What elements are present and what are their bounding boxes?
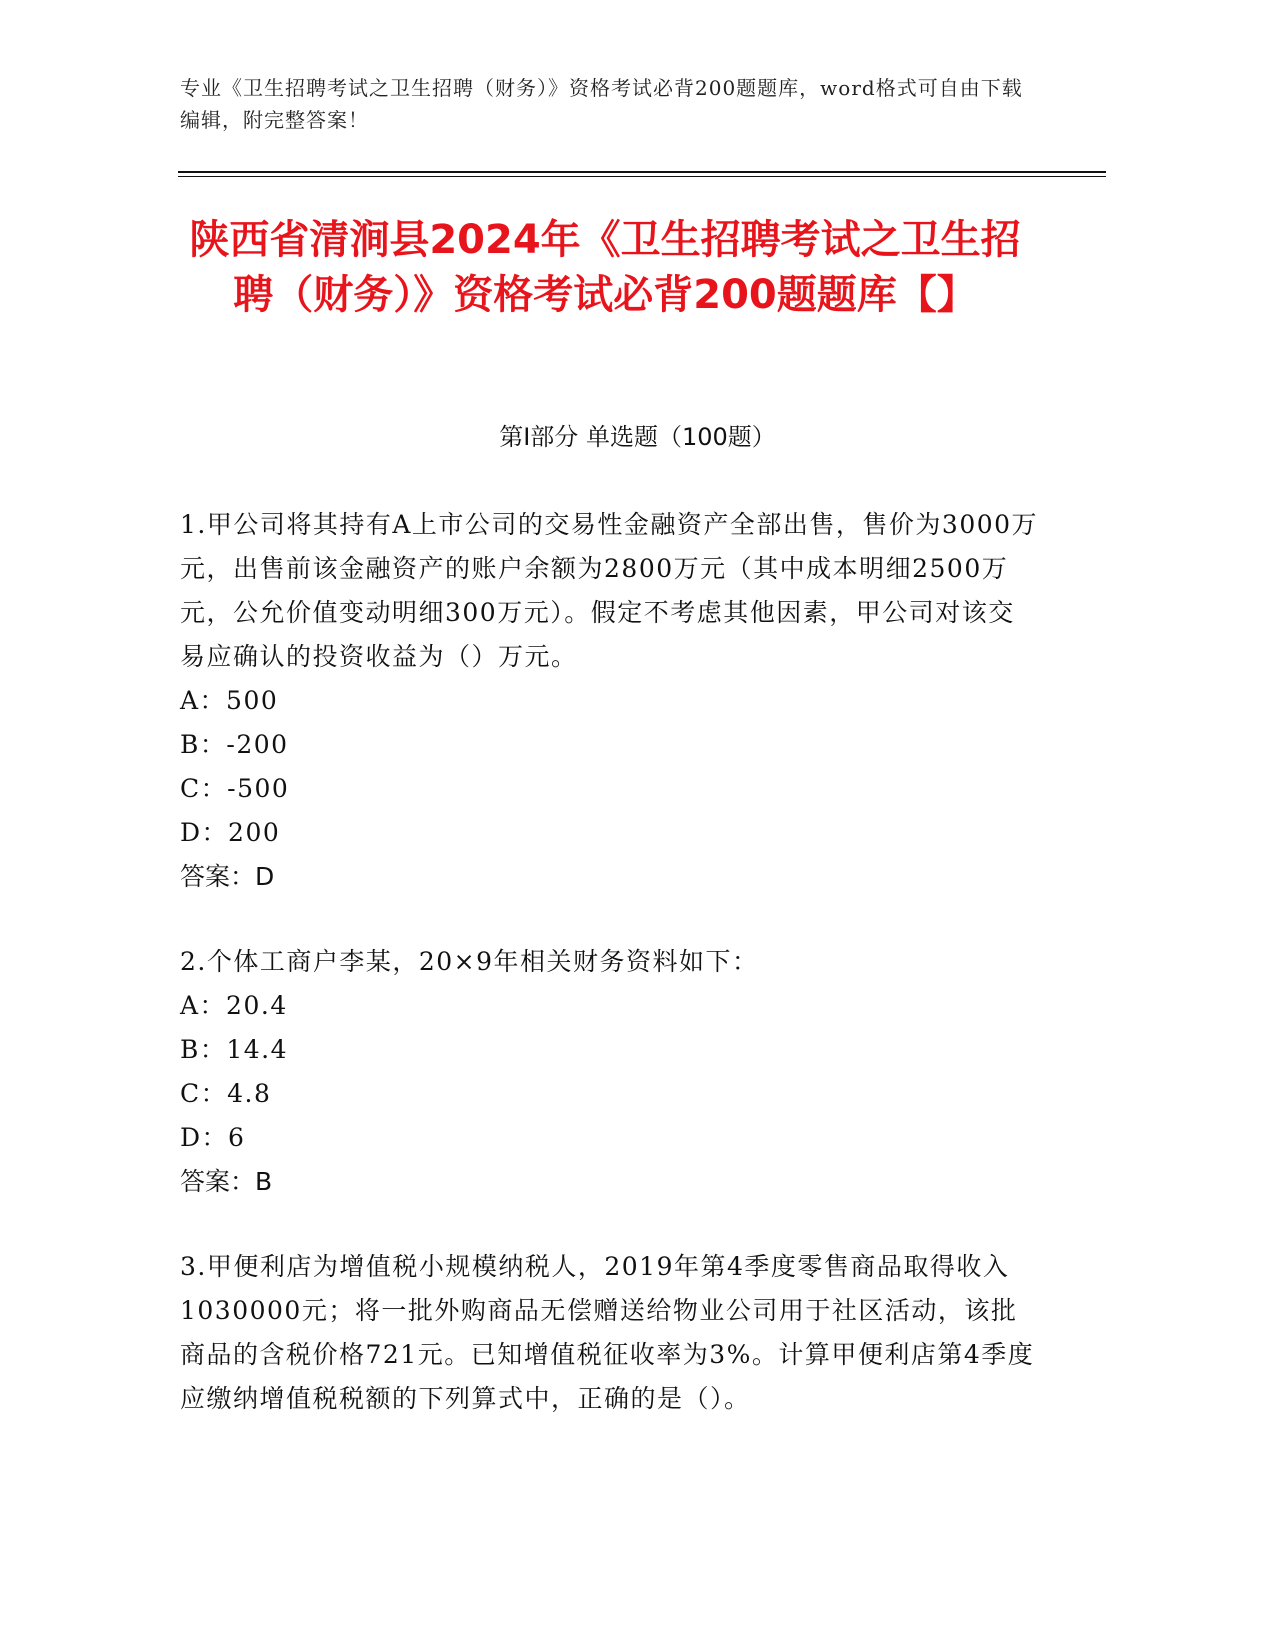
option-c: C：-500 xyxy=(180,774,290,803)
question-2 xyxy=(180,940,1040,1204)
question-3 xyxy=(180,1245,1040,1421)
question-stem: 2.个体工商户李某，20×9年相关财务资料如下： xyxy=(180,947,759,976)
section-title: 第I部分 单选题（100题） xyxy=(499,423,776,451)
option-a: A：500 xyxy=(180,686,279,715)
question-stem: 1.甲公司将其持有A上市公司的交易性金融资产全部出售，售价为3000万元，出售前该金融资产的账户余额为2800万元（其中成本明细2500万元，公允价值变动明细300万元）。假定不考虑其他因素，甲公司对该交易应确认的投资收益为（）万元。 xyxy=(180,510,1039,671)
document-title: 陕西省清涧县2024年《卫生招聘考试之卫生招聘（财务）》资格考试必背200题题库【】 xyxy=(189,217,1021,318)
option-d: D：200 xyxy=(180,818,281,847)
header-note: 专业《卫生招聘考试之卫生招聘（财务）》资格考试必背200题题库，word格式可自由下载编辑，附完整答案！ xyxy=(180,76,1023,132)
question-list xyxy=(180,503,1040,1462)
option-b: B：14.4 xyxy=(180,1035,289,1064)
option-b: B：-200 xyxy=(180,730,289,759)
header-divider-thick xyxy=(178,171,1106,173)
question-stem: 3.甲便利店为增值税小规模纳税人，2019年第4季度零售商品取得收入1030000元；将一批外购商品无偿赠送给物业公司用于社区活动，该批商品的含税价格721元。已知增值税征收率为3%。计算甲便利店第4季度应缴纳增值税税额的下列算式中，正确的是（）。 xyxy=(180,1252,1035,1413)
option-d: D：6 xyxy=(180,1123,246,1152)
option-a: A：20.4 xyxy=(180,991,288,1020)
answer-line: 答案：D xyxy=(180,862,275,891)
option-c: C：4.8 xyxy=(180,1079,272,1108)
header-divider-thin xyxy=(178,176,1106,177)
question-1 xyxy=(180,503,1040,899)
answer-line: 答案：B xyxy=(180,1167,273,1196)
